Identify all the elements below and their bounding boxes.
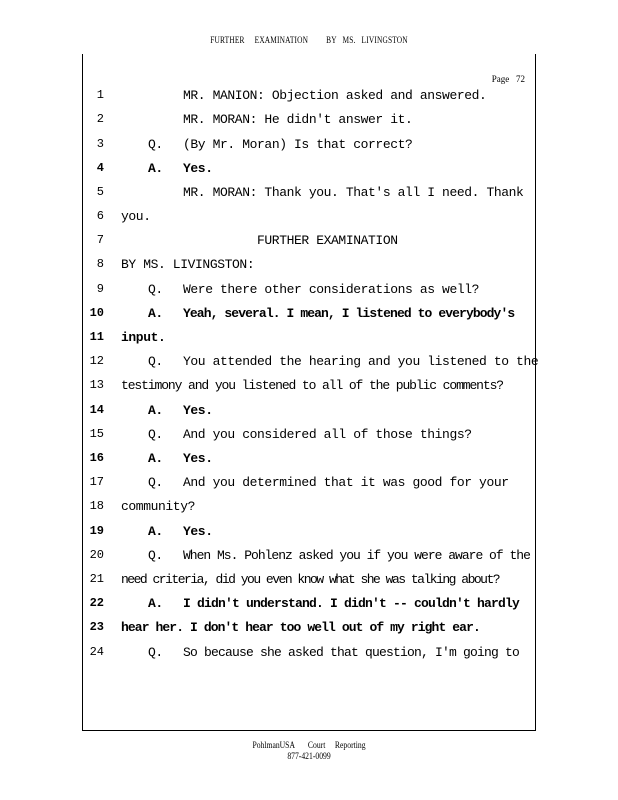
line-speaker: Q. [148,475,163,490]
page-number: Page 72 [491,74,525,84]
line-number: 9 [96,282,104,296]
footer-company: PohlmanUSA Court Reporting [252,740,366,750]
line-text: hear her. I don't hear too well out of my right ear. [121,620,480,635]
transcript-line [0,572,618,596]
page-header: FURTHER EXAMINATION BY MS. LIVINGSTON [210,35,408,45]
line-text: And you considered all of those things? [183,427,472,442]
line-text: Yes. [183,403,213,418]
line-speaker: A. [148,403,163,418]
line-number: 22 [89,596,104,610]
line-speaker: A. [148,596,163,611]
line-speaker: A. [148,451,163,466]
line-number: 8 [96,257,104,271]
line-text: MR. MORAN: Thank you. That's all I need. Thank [183,185,524,200]
line-number: 16 [89,451,104,465]
transcript-line [0,330,618,354]
line-number: 15 [89,427,104,441]
transcript-line [0,112,618,136]
transcript-line [0,451,618,475]
line-number: 3 [96,137,104,151]
line-text: MR. MANION: Objection asked and answered. [183,88,487,103]
transcript-line [0,403,618,427]
line-speaker: A. [148,161,163,176]
line-text: MR. MORAN: He didn't answer it. [183,112,413,127]
line-text: I didn't understand. I didn't -- couldn't hardly [183,596,520,611]
line-text: you. [121,209,151,224]
line-speaker: Q. [148,137,163,152]
transcript-line [0,282,618,306]
line-text: Yes. [183,451,213,466]
line-speaker: A. [148,306,163,321]
line-number: 21 [89,572,104,586]
line-text: So because she asked that question, I'm going to [183,645,520,660]
line-text: Yes. [183,524,213,539]
line-number: 4 [96,161,104,175]
transcript-line [0,620,618,644]
transcript-line [0,499,618,523]
line-speaker: Q. [148,548,163,563]
transcript-line [0,161,618,185]
transcript-line [0,645,618,669]
line-speaker: Q. [148,427,163,442]
line-speaker: Q. [148,354,163,369]
line-number: 10 [89,306,104,320]
line-number: 1 [96,88,104,102]
line-text: BY MS. LIVINGSTON: [121,257,255,272]
line-speaker: Q. [148,645,163,660]
line-number: 2 [96,112,104,126]
footer-phone: 877-421-0099 [287,751,331,761]
line-text: Yes. [183,161,213,176]
transcript-line [0,88,618,112]
transcript-line [0,233,618,257]
transcript-line [0,475,618,499]
line-text: community? [121,499,196,514]
line-number: 7 [96,233,104,247]
transcript-line [0,306,618,330]
line-text: Yeah, several. I mean, I listened to everybody's [183,306,515,321]
line-number: 23 [89,620,104,634]
section-heading: FURTHER EXAMINATION [257,233,398,248]
page-footer [46,740,571,762]
line-number: 5 [96,185,104,199]
line-number: 24 [89,645,104,659]
line-text: And you determined that it was good for your [183,475,509,490]
line-text: need criteria, did you even know what she was talking about? [121,572,500,587]
line-text: Were there other considerations as well? [183,282,480,297]
line-text: input. [121,330,166,345]
line-text: When Ms. Pohlenz asked you if you were aware of the [183,548,530,563]
line-number: 17 [89,475,104,489]
transcript-line [0,596,618,620]
line-number: 14 [89,403,104,417]
line-number: 20 [89,548,104,562]
line-number: 18 [89,499,104,513]
transcript-line [0,548,618,572]
line-text: You attended the hearing and you listened to the [183,354,539,369]
transcript-line [0,185,618,209]
line-text: (By Mr. Moran) Is that correct? [183,137,413,152]
line-number: 13 [89,378,104,392]
transcript-line [0,378,618,402]
line-speaker: A. [148,524,163,539]
line-number: 11 [89,330,104,344]
transcript-line [0,209,618,233]
transcript-line [0,354,618,378]
line-number: 19 [89,524,104,538]
line-number: 12 [89,354,104,368]
line-speaker: Q. [148,282,163,297]
transcript-line [0,137,618,161]
line-text: testimony and you listened to all of the public comments? [121,378,503,393]
transcript-line [0,524,618,548]
transcript-line [0,257,618,281]
line-number: 6 [96,209,104,223]
transcript-line [0,427,618,451]
